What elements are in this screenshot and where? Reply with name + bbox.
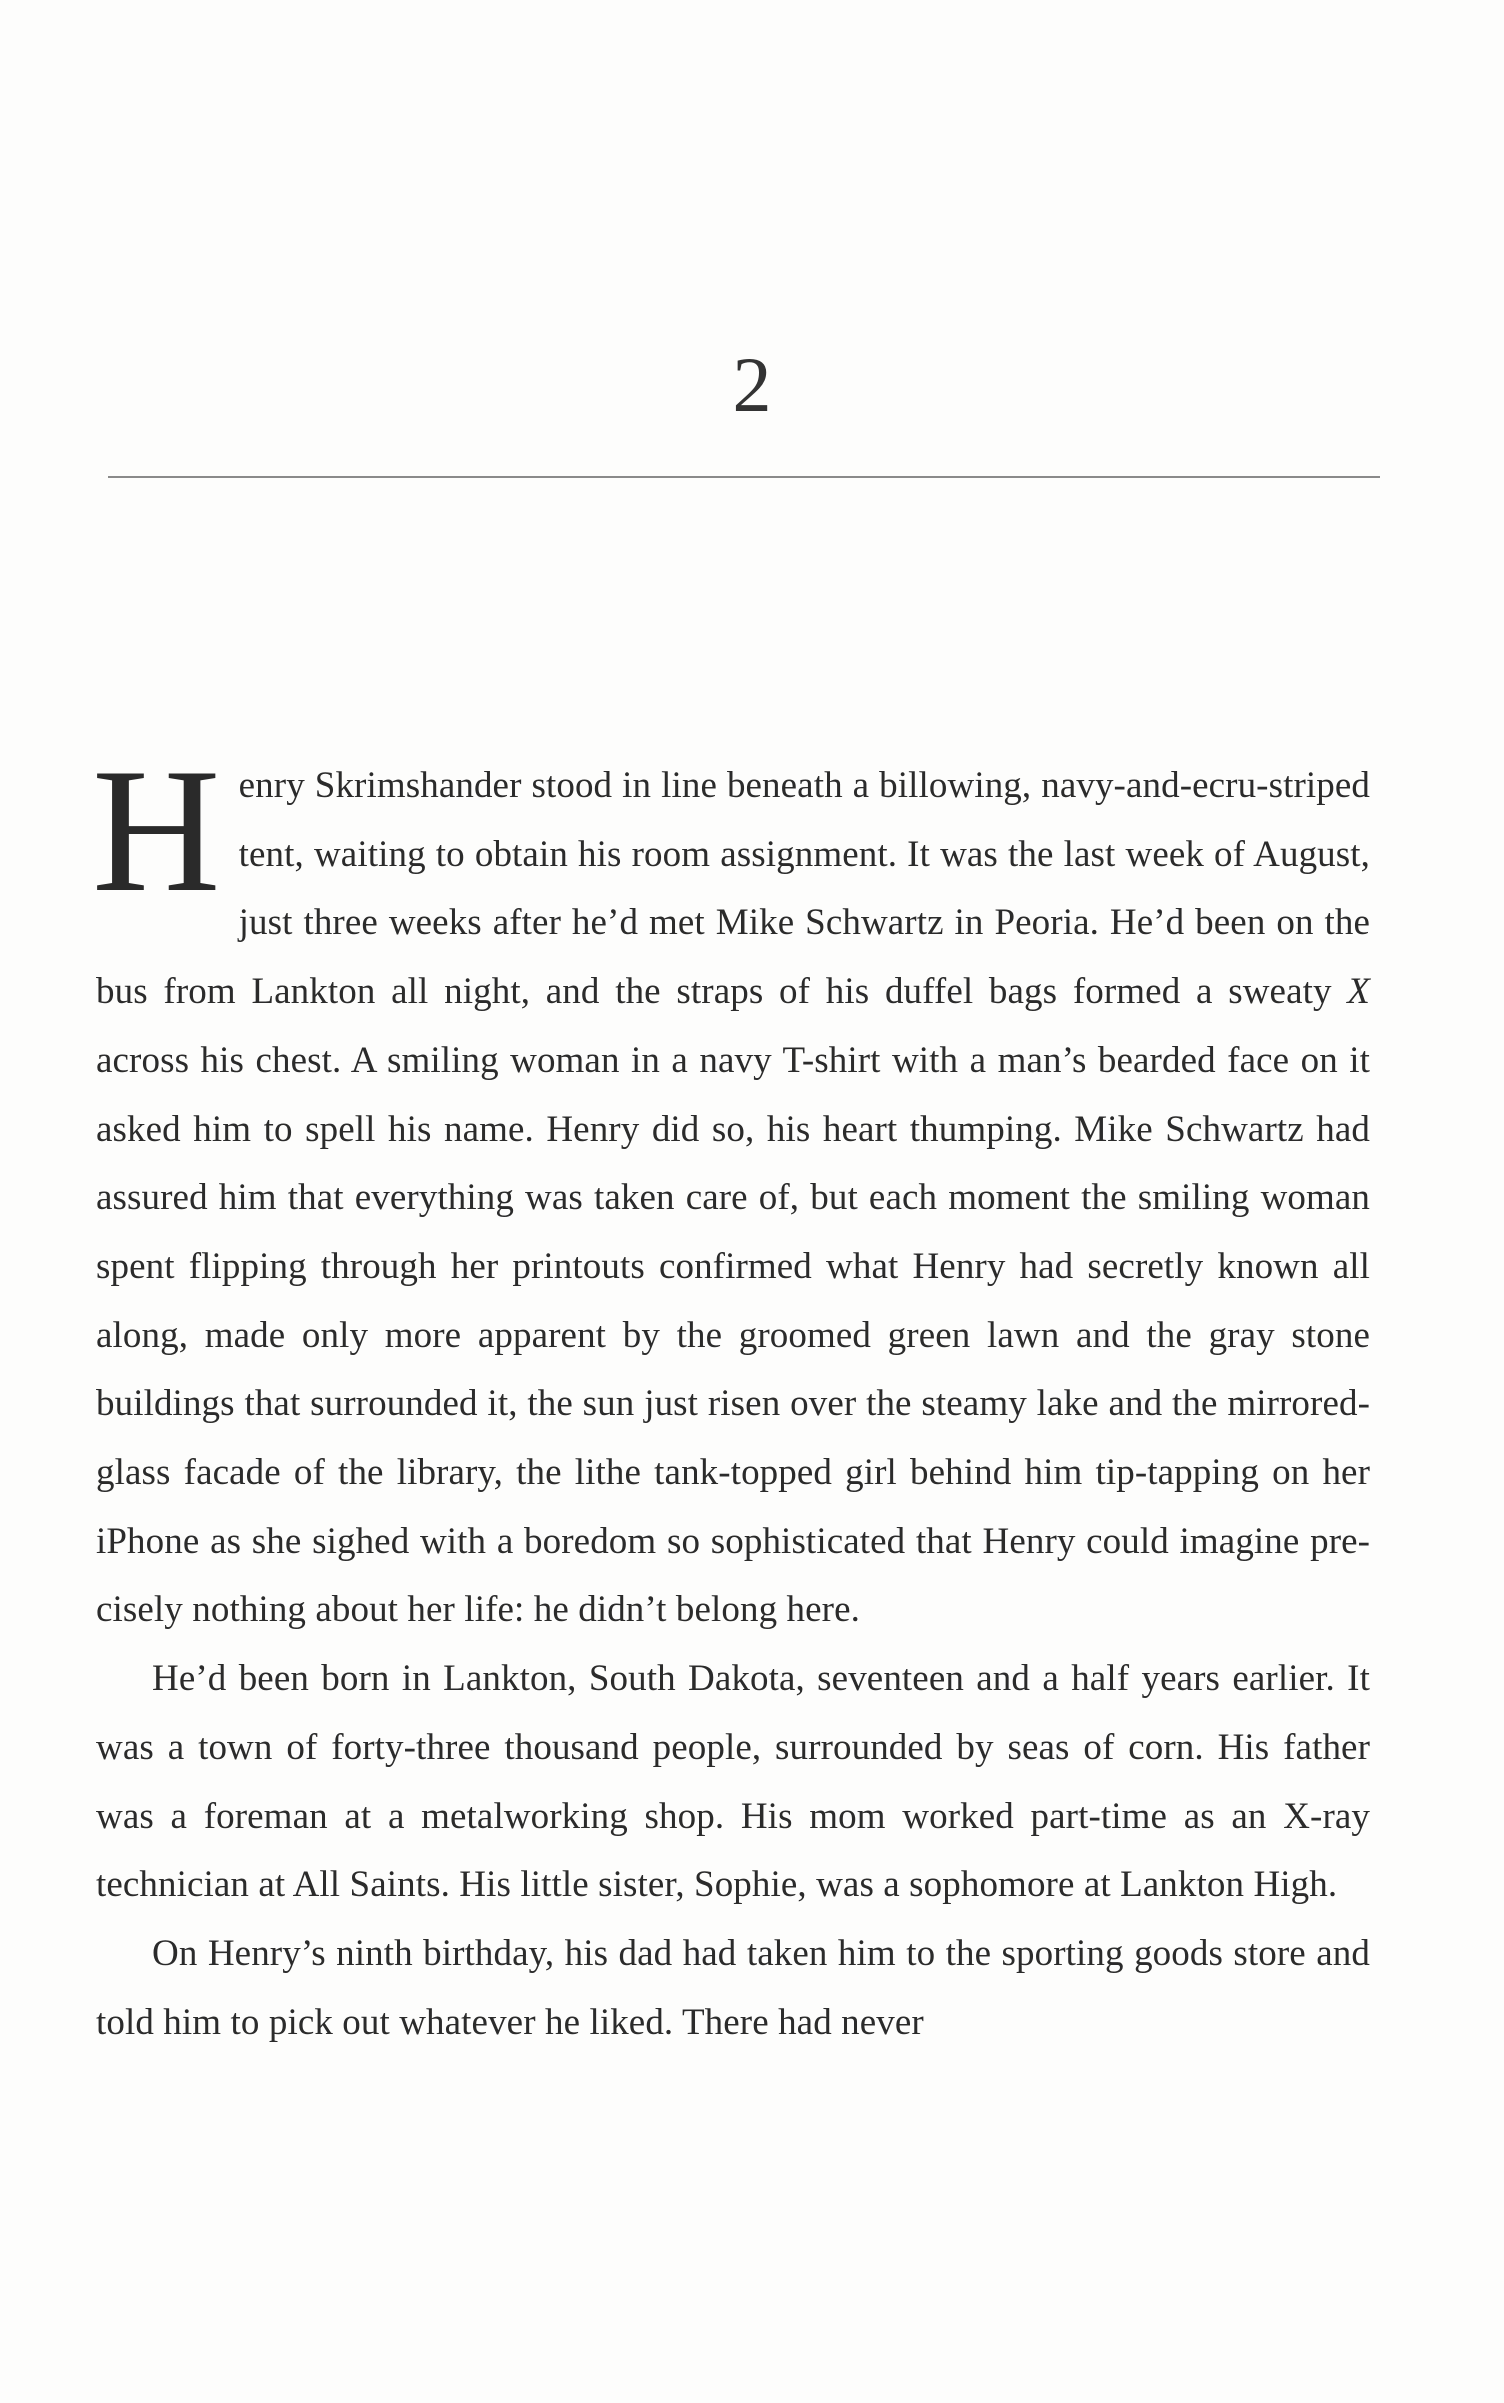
paragraph [92, 731, 1370, 1645]
text-segment: enry Skrimshander stood in line beneath a billowing, navy-and-ecru-striped tent, waiting to obtain his room assignment. It was the last week of August, just three weeks after he’d met Mike Schwartz in Peoria. He’d been on the bus from Lankton all night, and the straps of his duffel bags formed a sweaty [96, 765, 1370, 1013]
chapter-divider-rule [108, 476, 1380, 478]
paragraph [96, 1920, 1370, 2057]
chapter-body-text [92, 731, 1370, 2057]
text-segment: On Henry’s ninth birthday, his dad had taken him to the sporting goods store and told him to pick out whatever he liked. There had never [96, 1932, 1370, 2043]
drop-cap-letter: H [92, 731, 221, 929]
text-segment: across his chest. A smiling woman in a navy T-shirt with a man’s bearded face on it asked him to spell his name. Henry did so, his heart thumping. Mike Schwartz had assured him that everything was taken care of, but each moment the smiling woman spent flipping through her printouts confirmed what Henry had secretly known all along, made only more apparent by the groomed green lawn and the gray stone buildings that surrounded it, the sun just risen over the steamy lake and the mirrored-glass facade of the library, the lithe tank-topped girl behind him tip-tapping on her iPhone as she sighed with a boredom so sophisticated that Henry could imagine precisely nothing about her life: he didn’t belong here. [96, 1039, 1370, 1631]
italic-text-segment: X [1347, 971, 1370, 1013]
chapter-number: 2 [732, 341, 772, 428]
paragraph [96, 1645, 1370, 1920]
text-segment: He’d been born in Lankton, South Dakota, seventeen and a half years earlier. It was a town of forty-three thousand people, surrounded by seas of corn. His father was a foreman at a metalworking shop. His mom worked part-time as an X-ray technician at All Saints. His little sister, Sophie, was a sophomore at Lankton High. [96, 1658, 1370, 1906]
